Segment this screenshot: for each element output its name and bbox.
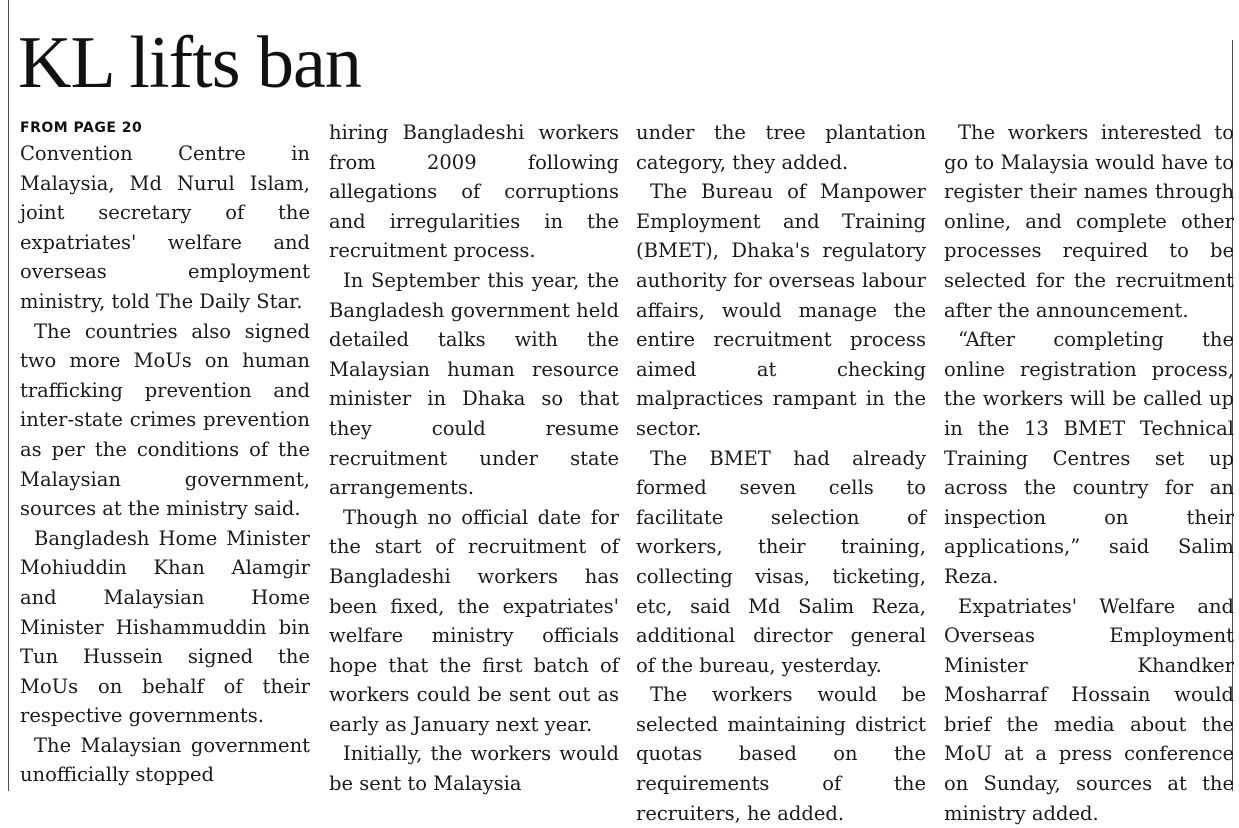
paragraph: The countries also signed two more MoUs on human trafficking prevention and inter-state crimes prevention as per the conditions of the Malaysian government, sources at the ministry said. [20, 317, 310, 524]
paragraph: “After completing the online registration process, the workers will be called up in the 13 BMET Technical Training Centres set up across the country for an inspection on their applications,” said Salim Reza. [944, 325, 1234, 591]
paragraph: The workers interested to go to Malaysia would have to register their names through online, and complete other processes required to be selected for the recruitment after the announcement. [944, 118, 1234, 325]
paragraph: Initially, the workers would be sent to Malaysia [329, 739, 619, 798]
paragraph: Though no official date for the start of recruitment of Bangladeshi workers has been fixed, the expatriates' welfare ministry officials hope that the first batch of workers could be sent out as early as January next year. [329, 503, 619, 740]
paragraph: In September this year, the Bangladesh government held detailed talks with the Malaysian human resource minister in Dhaka so that they could resume recruitment under state arrangements. [329, 266, 619, 503]
article-column-4 [944, 118, 1234, 791]
article-column-3 [636, 118, 926, 791]
article-column-1 [20, 118, 310, 791]
jump-line: FROM PAGE 20 [20, 119, 310, 139]
article-column-2 [329, 118, 619, 791]
paragraph: Expatriates' Welfare and Overseas Employment Minister Khandker Mosharraf Hossain would brief the media about the MoU at a press conference on Sunday, sources at the ministry added. [944, 592, 1234, 828]
paragraph: The BMET had already formed seven cells to facilitate selection of workers, their training, collecting visas, ticketing, etc, said Md Salim Reza, additional director general of the bureau, yesterday. [636, 444, 926, 681]
paragraph: The Malaysian government unofficially stopped [20, 731, 310, 790]
paragraph: The Bureau of Manpower Employment and Training (BMET), Dhaka's regulatory authority for overseas labour affairs, would manage the entire recruitment process aimed at checking malpractices rampant in the sector. [636, 177, 926, 443]
headline: KL lifts ban [18, 26, 361, 100]
paragraph: under the tree plantation category, they added. [636, 118, 926, 177]
column-rule-left [8, 0, 9, 791]
paragraph: Bangladesh Home Minister Mohiuddin Khan Alamgir and Malaysian Home Minister Hishammuddin bin Tun Hussein signed the MoUs on behalf of their respective governments. [20, 524, 310, 731]
paragraph: hiring Bangladeshi workers from 2009 following allegations of corruptions and irregularities in the recruitment process. [329, 118, 619, 266]
paragraph: Convention Centre in Malaysia, Md Nurul Islam, joint secretary of the expatriates' welfare and overseas employment ministry, told The Daily Star. [20, 139, 310, 317]
paragraph: The workers would be selected maintaining district quotas based on the requirements of the recruiters, he added. [636, 680, 926, 828]
